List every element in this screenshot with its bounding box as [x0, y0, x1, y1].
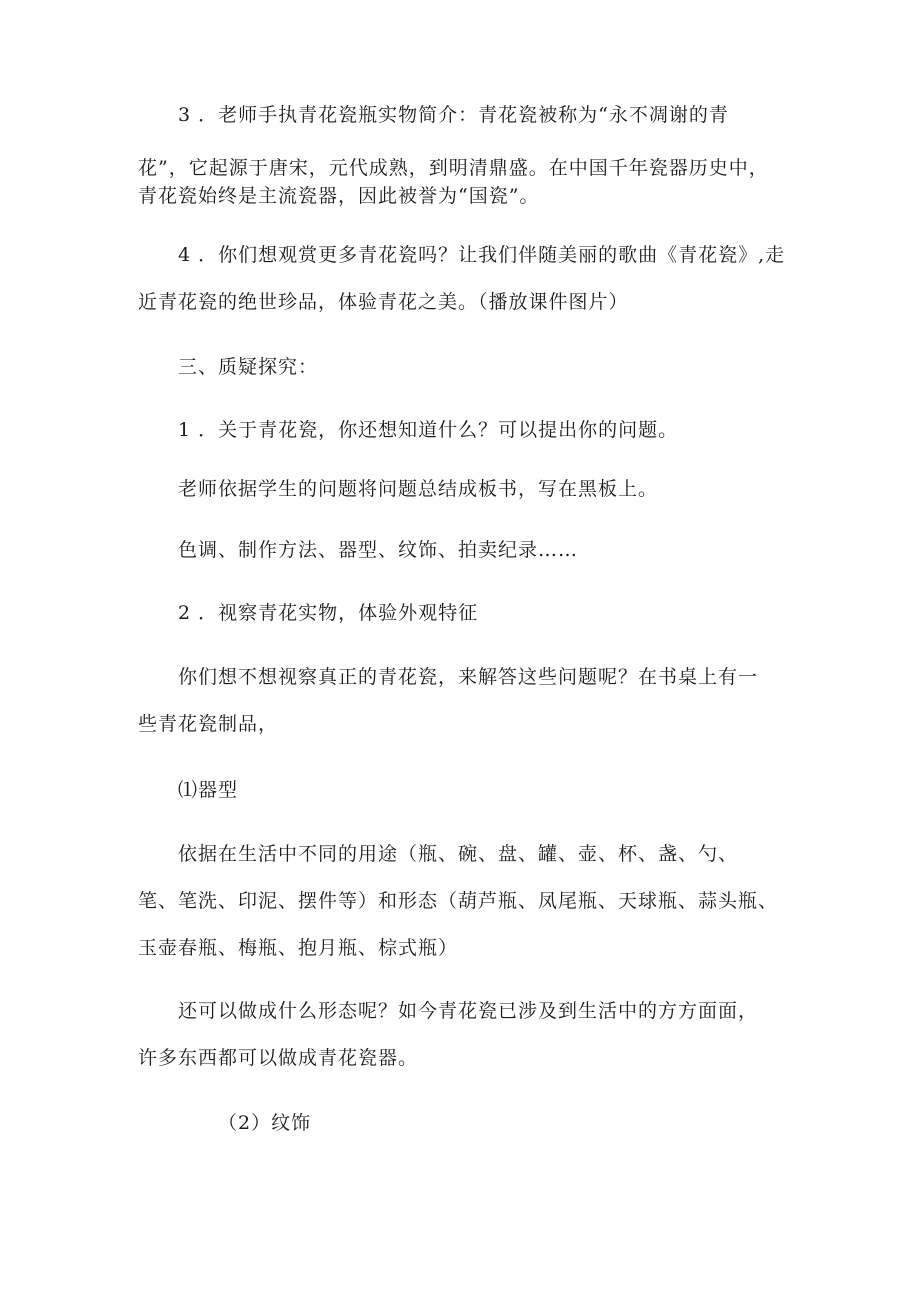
sub-heading: （2）纹饰: [218, 1112, 312, 1134]
paragraph-line: 老师依据学生的问题将问题总结成板书，写在黑板上。: [178, 478, 659, 500]
paragraph-line: 花”，它起源于唐宋，元代成熟，到明清鼎盛。在中国千年瓷器历史中，: [138, 157, 769, 179]
section-heading: 三、质疑探究：: [178, 356, 319, 378]
paragraph-line: 近青花瓷的绝世珍品，体验青花之美。（播放课件图片）: [138, 291, 629, 313]
paragraph-line: 还可以做成什么形态呢？如今青花瓷已涉及到生活中的方方面面，: [178, 1000, 759, 1022]
paragraph-line: 色调、制作方法、器型、纹饰、拍卖纪录……: [178, 539, 579, 561]
paragraph-line: 4 ．你们想观赏更多青花瓷吗？让我们伴随美丽的歌曲《青花瓷》,走: [178, 244, 786, 266]
paragraph-line: 3 ．老师手执青花瓷瓶实物简介：青花瓷被称为“永不凋谢的青: [178, 104, 729, 126]
paragraph-line: 些青花瓷制品，: [138, 713, 279, 735]
sub-heading: ⑴器型: [178, 779, 239, 801]
paragraph-line: 笔、笔洗、印泥、摆件等）和形态（葫芦瓶、凤尾瓶、天球瓶、蒜头瓶、: [138, 890, 779, 912]
paragraph-line: 依据在生活中不同的用途（瓶、碗、盘、罐、壶、杯、盏、勺、: [178, 843, 739, 865]
paragraph-line: 1 ．关于青花瓷，你还想知道什么？可以提出你的问题。: [178, 419, 679, 441]
paragraph-line: 你们想不想视察真正的青花瓷，来解答这些问题呢？在书桌上有一: [178, 666, 759, 688]
paragraph-line: 青花瓷始终是主流瓷器，因此被誉为“国瓷”。: [138, 185, 540, 207]
paragraph-line: 玉壶春瓶、梅瓶、抱月瓶、棕式瓶）: [138, 937, 459, 959]
paragraph-line: 许多东西都可以做成青花瓷器。: [138, 1047, 419, 1069]
paragraph-line: 2 ．视察青花实物，体验外观特征: [178, 602, 479, 624]
